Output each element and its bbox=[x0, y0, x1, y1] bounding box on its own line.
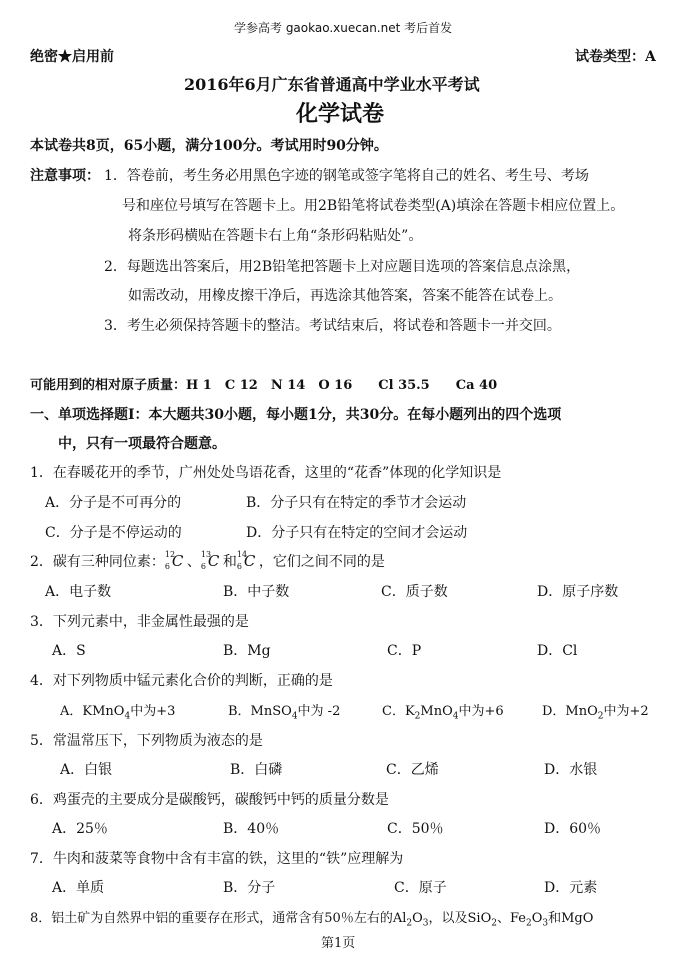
q8-stem: 8．铝土矿为自然界中铝的重要存在形式，通常含有50％左右的$Al_2O_3$，以及SiO$_2$、$Fe_2O_3$和MgO bbox=[30, 911, 594, 929]
note-1-line-2: 号和座位号填写在答题卡上。用2B铅笔将试卷类型(A)填涂在答题卡相应位置上。 bbox=[122, 198, 625, 214]
q4-stem: 4．对下列物质中锰元素化合价的判断，正确的是 bbox=[30, 673, 333, 689]
site-header: 学参高考 gaokao.xuecan.net 考后首发 bbox=[234, 21, 453, 35]
atomic-masses: 可能用到的相对原子质量：H 1 C 12 N 14 O 16 Cl 35.5 Ca 40 bbox=[30, 378, 498, 393]
note-1-line-1: 1．答卷前，考生务必用黑色字迹的钢笔或签字笔将自己的姓名、考生号、考场 bbox=[104, 168, 589, 184]
q2-option-d: D．原子序数 bbox=[537, 584, 619, 600]
q6-option-b: B．40％ bbox=[223, 821, 280, 837]
q2-stem-prefix: 2．碳有三种同位素： bbox=[30, 554, 165, 570]
q5-option-d: D．水银 bbox=[544, 762, 598, 778]
section-heading-line-2: 中，只有一项最符合题意。 bbox=[58, 436, 226, 452]
isotope-c12: 12 6 C bbox=[164, 550, 184, 571]
subject-title: 化学试卷 bbox=[296, 101, 385, 127]
q5-option-a: A．白银 bbox=[60, 762, 113, 778]
q3-option-c: C．P bbox=[387, 643, 422, 659]
q2-option-c: C．质子数 bbox=[381, 584, 448, 600]
q7-option-c: C．原子 bbox=[394, 880, 447, 896]
q6-option-d: D．60％ bbox=[544, 821, 602, 837]
q1-option-b: B．分子只有在特定的季节才会运动 bbox=[246, 495, 467, 511]
q7-stem: 7．牛肉和菠菜等食物中含有丰富的铁，这里的“铁”应理解为 bbox=[30, 851, 404, 867]
notes-label: 注意事项： bbox=[30, 168, 100, 184]
q7-option-d: D．元素 bbox=[544, 880, 598, 896]
q2-option-a: A．电子数 bbox=[45, 584, 112, 600]
q2-stem-suffix: ，它们之间不同的是 bbox=[258, 554, 385, 570]
q3-option-d: D．Cl bbox=[537, 643, 578, 659]
q3-option-a: A．S bbox=[52, 643, 86, 659]
q6-option-a: A．25％ bbox=[52, 821, 108, 837]
q2-option-b: B．中子数 bbox=[223, 584, 290, 600]
secret-label: 绝密★启用前 bbox=[30, 49, 114, 65]
page-number: 第1页 bbox=[321, 936, 356, 951]
note-2-line-1: 2．每题选出答案后，用2B铅笔把答题卡上对应题目选项的答案信息点涂黑， bbox=[104, 259, 581, 275]
q5-option-b: B．白磷 bbox=[230, 762, 283, 778]
note-1-line-3: 将条形码横贴在答题卡右上角“条形码粘贴处”。 bbox=[128, 228, 423, 244]
note-2-line-2: 如需改动，用橡皮擦干净后，再选涂其他答案，答案不能答在试卷上。 bbox=[128, 288, 562, 304]
isotope-c13: 13 6 C bbox=[200, 550, 220, 571]
paper-type: 试卷类型：A bbox=[575, 49, 656, 65]
q1-option-a: A．分子是不可再分的 bbox=[45, 495, 182, 511]
q3-stem: 3．下列元素中，非金属性最强的是 bbox=[30, 614, 249, 630]
q5-stem: 5．常温常压下，下列物质为液态的是 bbox=[30, 733, 263, 749]
q4-option-c: C．$K_2MnO_4$中为+6 bbox=[382, 704, 504, 722]
q3-option-b: B．Mg bbox=[223, 643, 271, 659]
q1-option-d: D．分子只有在特定的空间才会运动 bbox=[246, 525, 468, 541]
exam-title: 2016年6月广东省普通高中学业水平考试 bbox=[184, 75, 480, 94]
q1-stem: 1．在春暖花开的季节，广州处处鸟语花香，这里的“花香”体现的化学知识是 bbox=[30, 465, 502, 481]
q1-option-c: C．分子是不停运动的 bbox=[45, 525, 182, 541]
q4-option-b: B．MnSO$_4$中为 -2 bbox=[228, 704, 341, 722]
q2-stem: 2．碳有三种同位素： 12 6 C 、 13 6 C 和 14 6 C ，它们之间不同的是 bbox=[30, 550, 385, 571]
q7-option-b: B．分子 bbox=[223, 880, 276, 896]
q5-option-c: C．乙烯 bbox=[386, 762, 439, 778]
q4-option-d: D．MnO$_2$中为+2 bbox=[542, 704, 649, 722]
q6-option-c: C．50％ bbox=[387, 821, 444, 837]
q6-stem: 6．鸡蛋壳的主要成分是碳酸钙，碳酸钙中钙的质量分数是 bbox=[30, 792, 389, 808]
q7-option-a: A．单质 bbox=[52, 880, 105, 896]
isotope-c14: 14 6 C bbox=[236, 550, 256, 571]
intro-line: 本试卷共8页，65小题，满分100分。考试用时90分钟。 bbox=[30, 138, 388, 154]
q4-option-a: A．KMnO$_4$中为+3 bbox=[60, 704, 176, 722]
note-3-line-1: 3．考生必须保持答题卡的整洁。考试结束后，将试卷和答题卡一并交回。 bbox=[104, 318, 561, 334]
section-heading-line-1: 一、单项选择题Ⅰ：本大题共30小题，每小题1分，共30分。在每小题列出的四个选项 bbox=[30, 407, 562, 423]
